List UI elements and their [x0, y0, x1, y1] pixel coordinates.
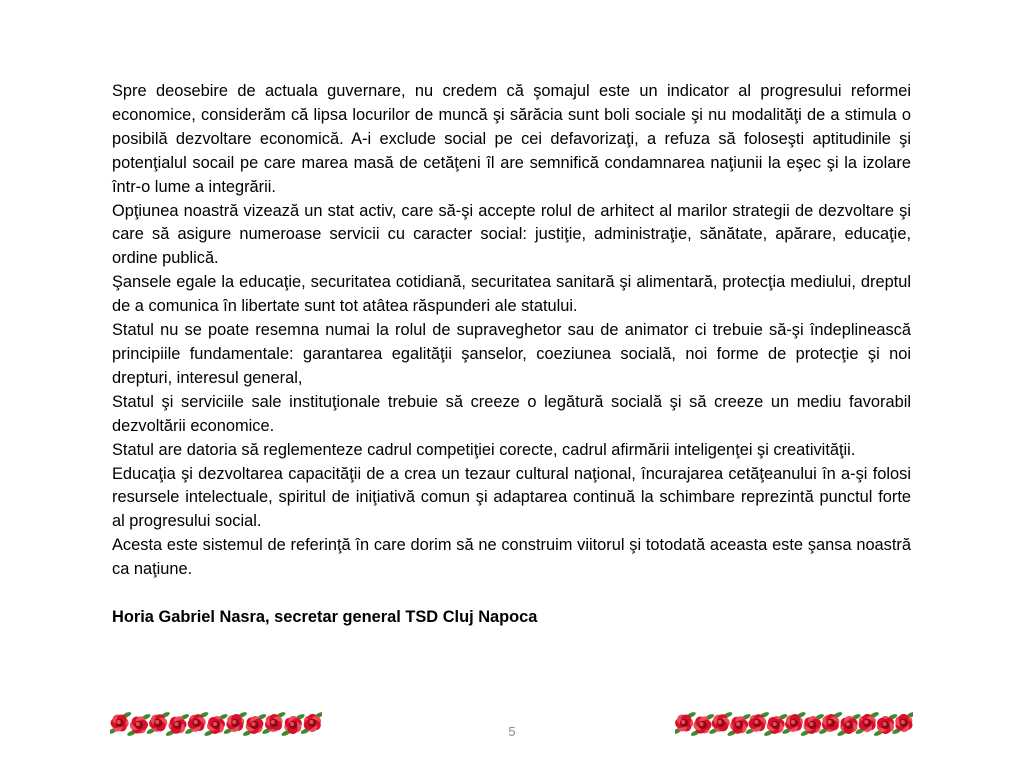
paragraph: Acesta este sistemul de referinţă în care dorim să ne construim viitorul şi totodată aceasta este şansa noastră ca naţiune. [112, 536, 911, 579]
rose-border-icon [110, 708, 322, 740]
paragraph: Educaţia şi dezvoltarea capacităţii de a crea un tezaur cultural naţional, încurajarea cetăţeanului în a-şi folosi resursele intelectuale, spiritul de iniţiativă comun şi adaptarea continuă la schimbare reprezintă punctul forte al progresului social. [112, 464, 911, 531]
paragraph: Statul şi serviciile sale instituţionale trebuie să creeze o legătură socială şi să creeze un mediu favorabil dezvoltării economice. [112, 392, 911, 435]
paragraph: Statul nu se poate resemna numai la rolul de supraveghetor sau de animator ci trebuie să-şi îndeplinească principiile fundamentale: garantarea egalităţii şanselor, coeziunea socială, noi forme de protecţie şi noi drepturi, interesul general, [112, 321, 911, 387]
document-body [112, 80, 911, 630]
signature: Horia Gabriel Nasra, secretar general TSD Cluj Napoca [112, 607, 538, 626]
paragraph: Opţiunea noastră vizează un stat activ, care să-şi accepte rolul de arhitect al marilor strategii de dezvoltare şi care să asigure numeroase servicii cu caracter social: justiţie, administraţie, sănătate, apărare, educaţie, ordine publică. [112, 201, 911, 268]
paragraph: Statul are datoria să reglementeze cadrul competiţiei corecte, cadrul afirmării inteligenţei şi creativităţii. [112, 440, 856, 459]
paragraph: Spre deosebire de actuala guvernare, nu credem că şomajul este un indicator al progresului reformei economice, considerăm că lipsa locurilor de muncă şi sărăcia sunt boli sociale şi nu modalităţi de a stimula o posibilă dezvoltare economică. A-i exclude social pe cei defavorizaţi, a refuza să foloseşti aptitudinile şi potenţialul socail pe care marea masă de cetăţeni îl are semnifică condamnarea naţiunii la eşec şi la izolare într-o lume a integrării. [112, 82, 911, 196]
rose-border-icon [675, 708, 913, 740]
paragraph: Şansele egale la educaţie, securitatea cotidiană, securitatea sanitară şi alimentară, protecţia mediului, dreptul de a comunica în libertate sunt tot atâtea răspunderi ale statului. [112, 273, 911, 316]
page-number: 5 [508, 724, 516, 739]
